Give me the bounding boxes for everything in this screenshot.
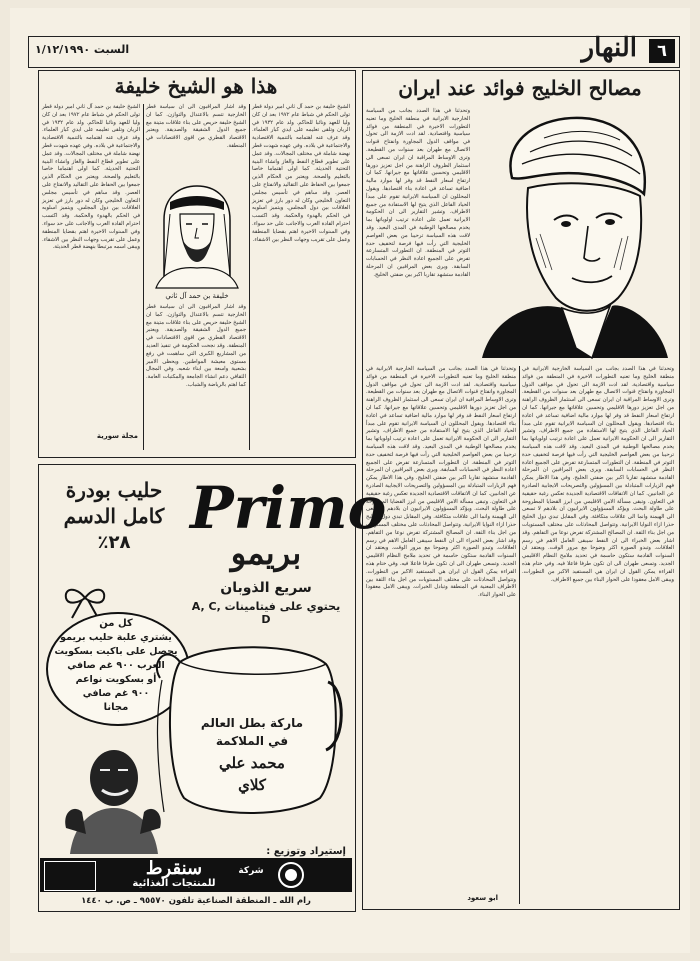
champion-line-1: ماركة بطل العالم: [200, 716, 304, 730]
offer-line-4: العرب ٩٠٠ غم صافي: [67, 660, 165, 671]
company-logo-emblem: [274, 860, 308, 890]
left-article-byline: مجلة سورية: [96, 432, 138, 440]
company-address: رام الله ـ المنطقة الصناعية تلفون ٩٥٥٧٠ ـ ص. ب ١٤٤٠: [81, 896, 311, 906]
offer-line-5: أو بسكويت نواعم: [75, 674, 157, 685]
distribution-label: إستيراد وتوزيع :: [266, 846, 346, 857]
primo-arabic-name: بريمو: [230, 534, 302, 572]
ad-headline-line3: ٢٨٪: [97, 532, 131, 553]
offer-line-2: يشتري علبة حليب بريمو: [60, 632, 172, 643]
left-article-body-col3: الشيخ خليفة بن حمد آل ثاني امير دولة قطر تولى الحكم في شباط عام ١٩٧٢ بعد ان كان وليا للعهد ونائبا للحاكم. ولد عام ١٩٣٢ في الريان وتلقى تعليمه على ايدي كبار العلماء. وقد عرف عنه اهتمامه بالتنمية الاقتصادية والاجتماعية في بلاده. وفي عهده شهدت قطر نهضة شاملة في مختلف المجالات. وقد عمل على تطوير قطاع النفط والغاز وانشاء البنية التحتية الحديثة. كما اولى اهتماما خاصا بالتعليم والصحة. ويعتبر من الحكام الذين جمعوا بين الحفاظ على التقاليد والانفتاح على العصر. وقد ساهم في تأسيس مجلس التعاون الخليجي وكان له دور بارز في تعزيز العلاقات بين دول المجلس. ويتميز اسلوبه في الحكم بالهدوء والحكمة. وقد اكتسب احترام القادة العرب والاجانب على حد سواء. وفي السنوات الاخيرة اهتم بقضايا المنطقة وعمل على تقريب وجهات النظر بين الاشقاء.: [252, 104, 350, 243]
left-article-body-col2b: وقد اشار المراقبون الى ان سياسة قطر الخارجية تتسم بالاعتدال والتوازن. كما ان الشيخ خليفة حريص على بناء علاقات متينة مع جميع الدول الشقيقة والصديقة. ويعتبر الاقتصاد القطري من اقوى الاقتصادات في المنطقة. وقد نجحت الحكومة في تنفيذ العديد من المشاريع الكبرى التي ساهمت في رفع مستوى معيشة المواطنين. ويحظى الامير بشعبية واسعة بين ابناء شعبه. وفي المجال الثقافي دعم انشاء الجامعة والمكتبات العامة. كما اهتم بالرياضة والشباب.: [146, 304, 246, 388]
main-article-body-col1: وتحدثنا في هذا الصدد بجانب من السياسة الخارجية الايرانية في منطقة الخليج وما تعنيه التطورات الاخيرة في المنطقة من فوائد سياسية واقتصادية. لقد ادت الازمة الى تحول في مواقف الدول المجاورة وانفتاح قنوات الاتصال مع طهران بعد سنوات من القطيعة. وترى الاوساط المراقبة ان ايران تسعى الى استثمار الظروف الراهنة من اجل تعزيز دورها الاقليمي وتحسين علاقاتها مع جيرانها. كما ان ارتفاع اسعار النفط قد وفر لها موارد مالية اضافية تساعد في اعادة بناء اقتصادها. ويقول المحللون ان السياسة الايرانية تقوم على مبدأ الحياد الفاعل الذي يتيح لها الاستفادة من جميع الاطراف. وتشير التقارير الى ان الحكومة الايرانية تعمل على اعادة ترتيب اولوياتها بما يخدم مصالحها الوطنية في المدى البعيد. وقد لاقت هذه السياسة ترحيبا من بعض العواصم الخليجية التي رأت فيها فرصة لتخفيف حدة التوتر في المنطقة. ان التطورات المتسارعة تفرض على الجميع اعادة النظر في الحسابات السابقة. ويرى بعض المراقبين ان المرحلة القادمة ستشهد تقاربا اكبر بين ضفتي الخليج. وفي هذا الاطار يمكن فهم الزيارات المتبادلة بين المسؤولين والتصريحات الايجابية الصادرة عن الجانبين. كما ان الاتفاقات الاقتصادية الجديدة تعكس رغبة حقيقية في التعاون. وتبقى مسألة الامن الاقليمي من ابرز القضايا المطروحة على طاولة البحث. ويؤكد المسؤولون الايرانيون ان بلادهم لا تسعى الى الهيمنة وانما الى علاقات متكافئة. وفي المقابل تبدي دول الخليج حذرا ازاء النوايا الايرانية. وتتواصل المحادثات على مختلف المستويات من اجل بناء الثقة. ان المصالح المشتركة تفرض نوعا من التفاهم. وقد اشار بعض الخبراء الى ان النفط سيبقى العامل الاهم في رسم العلاقات. وتبدو الصورة اكثر وضوحا مع مرور الوقت. ويعتقد ان السنوات القادمة ستكون حاسمة في تحديد ملامح النظام الاقليمي الجديد. وتسعى طهران الى ان تكون طرفا فاعلا فيه. وفي ختام هذه القراءة يمكن القول ان ايران هي المستفيد الاكبر من التطورات. ويبقى الامل معقودا على الحوار البناء بين جميع الاطراف.: [522, 366, 674, 583]
champion-line-4: كلاي: [238, 776, 266, 794]
cleric-portrait-illustration: [472, 108, 670, 360]
page-header: [28, 33, 680, 68]
company-name: سنقرط: [145, 858, 203, 879]
main-article-body-col2: وتحدثنا في هذا الصدد بجانب من السياسة الخارجية الايرانية في منطقة الخليج وما تعنيه التطورات الاخيرة في المنطقة من فوائد سياسية واقتصادية. لقد ادت الازمة الى تحول في مواقف الدول المجاورة وانفتاح قنوات الاتصال مع طهران بعد سنوات من القطيعة. وترى الاوساط المراقبة ان ايران تسعى الى استثمار الظروف الراهنة من اجل تعزيز دورها الاقليمي وتحسين علاقاتها مع جيرانها. كما ان ارتفاع اسعار النفط قد وفر لها موارد مالية اضافية تساعد في اعادة بناء اقتصادها. ويقول المحللون ان السياسة الايرانية تقوم على مبدأ الحياد الفاعل الذي يتيح لها الاستفادة من جميع الاطراف. وتشير التقارير الى ان الحكومة الايرانية تعمل على اعادة ترتيب اولوياتها بما يخدم مصالحها الوطنية في المدى البعيد. وقد لاقت هذه السياسة ترحيبا من بعض العواصم الخليجية التي رأت فيها فرصة لتخفيف حدة التوتر في المنطقة. ان التطورات المتسارعة تفرض على الجميع اعادة النظر في الحسابات السابقة. ويرى بعض المراقبين ان المرحلة القادمة ستشهد تقاربا اكبر بين ضفتي الخليج. وفي هذا الاطار يمكن فهم الزيارات المتبادلة بين المسؤولين والتصريحات الايجابية الصادرة عن الجانبين. كما ان الاتفاقات الاقتصادية الجديدة تعكس رغبة حقيقية في التعاون. وتبقى مسألة الامن الاقليمي من ابرز القضايا المطروحة على طاولة البحث. ويؤكد المسؤولون الايرانيون ان بلادهم لا تسعى الى الهيمنة وانما الى علاقات متكافئة. وفي المقابل تبدي دول الخليج حذرا ازاء النوايا الايرانية. وتتواصل المحادثات على مختلف المستويات من اجل بناء الثقة. ان المصالح المشتركة تفرض نوعا من التفاهم. وقد اشار بعض الخبراء الى ان النفط سيبقى العامل الاهم في رسم العلاقات. وتبدو الصورة اكثر وضوحا مع مرور الوقت. ويعتقد ان السنوات القادمة ستكون حاسمة في تحديد ملامح النظام الاقليمي الجديد. وتسعى طهران الى ان تكون طرفا فاعلا فيه. وفي ختام هذه القراءة يمكن القول ان ايران هي المستفيد الاكبر من التطورات. وتتواصل المحادثات على مختلف المستويات من اجل بناء الثقة بين الاطراف المعنية في المنطقة وتبادل الخبرات. ويبقى الامل معقودا على الحوار البناء.: [366, 366, 516, 599]
ad-headline-line1: حليب بودرة: [65, 478, 163, 502]
primo-vitamins: يحتوي على فيتامينات A, C, D: [191, 600, 341, 626]
main-column-divider: [519, 366, 520, 904]
sheikh-photo-caption: خليفة بن حمد آل ثاني: [165, 292, 229, 300]
company-badge-box: [44, 861, 96, 891]
offer-line-7: مجانا: [103, 702, 129, 713]
company-description: للمنتجات الغذائية: [132, 878, 216, 889]
issue-date: السبت ١/١٢/١٩٩٠: [35, 43, 130, 56]
left-article-body-col2: وقد اشار المراقبون الى ان سياسة قطر الخارجية تتسم بالاعتدال والتوازن. كما ان الشيخ خليفة حريص على بناء علاقات متينة مع جميع الدول الشقيقة والصديقة. ويعتبر الاقتصاد القطري من اقوى الاقتصادات في المنطقة.: [146, 104, 246, 149]
champion-line-3: محمد علي: [219, 754, 285, 772]
page-number: ٦: [649, 39, 675, 63]
main-article-byline: ابو سعود: [467, 894, 498, 902]
boxer-photo: [60, 742, 166, 854]
main-article-headline: مصالح الخليج فوائد عند ايران: [398, 76, 642, 100]
offer-line-1: كل من: [99, 618, 133, 629]
primo-latin-text: Primo: [190, 474, 387, 542]
offer-line-6: ٩٠٠ غم صافي: [82, 688, 150, 699]
primo-latin-logo: [186, 470, 387, 542]
ad-headline-line2: كامل الدسم: [63, 504, 165, 528]
left-column-divider-1: [249, 104, 250, 450]
main-article-body-top: وتحدثنا في هذا الصدد بجانب من السياسة الخارجية الايرانية في منطقة الخليج وما تعنيه التطورات الاخيرة في المنطقة من فوائد سياسية واقتصادية. لقد ادت الازمة الى تحول في مواقف الدول المجاورة وانفتاح قنوات الاتصال مع طهران بعد سنوات من القطيعة. وترى الاوساط المراقبة ان ايران تسعى الى استثمار الظروف الراهنة من اجل تعزيز دورها الاقليمي وتحسين علاقاتها مع جيرانها. كما ان ارتفاع اسعار النفط قد وفر لها موارد مالية اضافية تساعد في اعادة بناء اقتصادها. ويقول المحللون ان السياسة الايرانية تقوم على مبدأ الحياد الفاعل الذي يتيح لها الاستفادة من جميع الاطراف. وتشير التقارير الى ان الحكومة الايرانية تعمل على اعادة ترتيب اولوياتها بما يخدم مصالحها الوطنية في المدى البعيد. وقد لاقت هذه السياسة ترحيبا من بعض العواصم الخليجية التي رأت فيها فرصة لتخفيف حدة التوتر في المنطقة. ان التطورات المتسارعة تفرض على الجميع اعادة النظر في الحسابات السابقة. ويرى بعض المراقبين ان المرحلة القادمة ستشهد تقاربا اكبر بين ضفتي الخليج.: [366, 108, 470, 278]
company-prefix: شركة: [238, 866, 264, 876]
offer-line-3: يحصل على باكيت بسكويت: [54, 646, 178, 657]
champion-line-2: في الملاكمة: [215, 734, 289, 748]
sheikh-portrait-illustration: [150, 180, 244, 290]
left-column-divider-2: [143, 104, 144, 450]
primo-tagline: سريع الذوبان: [220, 580, 312, 596]
newspaper-masthead: النهار: [581, 33, 637, 63]
left-article-body-col1: الشيخ خليفة بن حمد آل ثاني امير دولة قطر تولى الحكم في شباط عام ١٩٧٢ بعد ان كان وليا للعهد ونائبا للحاكم. ولد عام ١٩٣٢ في الريان وتلقى تعليمه على ايدي كبار العلماء. وقد عرف عنه اهتمامه بالتنمية الاقتصادية والاجتماعية في بلاده. وفي عهده شهدت قطر نهضة شاملة في مختلف المجالات. وقد عمل على تطوير قطاع النفط والغاز وانشاء البنية التحتية الحديثة. كما اولى اهتماما خاصا بالتعليم والصحة. ويعتبر من الحكام الذين جمعوا بين الحفاظ على التقاليد والانفتاح على العصر. وقد ساهم في تأسيس مجلس التعاون الخليجي وكان له دور بارز في تعزيز العلاقات بين دول المجلس. ويتميز اسلوبه في الحكم بالهدوء والحكمة. وقد اكتسب احترام القادة العرب والاجانب على حد سواء. وفي السنوات الاخيرة اهتم بقضايا المنطقة وعمل على تقريب وجهات النظر بين الاشقاء. ويبقى اسمه مرتبطا بنهضة قطر الحديثة.: [42, 104, 140, 251]
left-article-headline: هذا هو الشيخ خليفة: [114, 74, 278, 98]
